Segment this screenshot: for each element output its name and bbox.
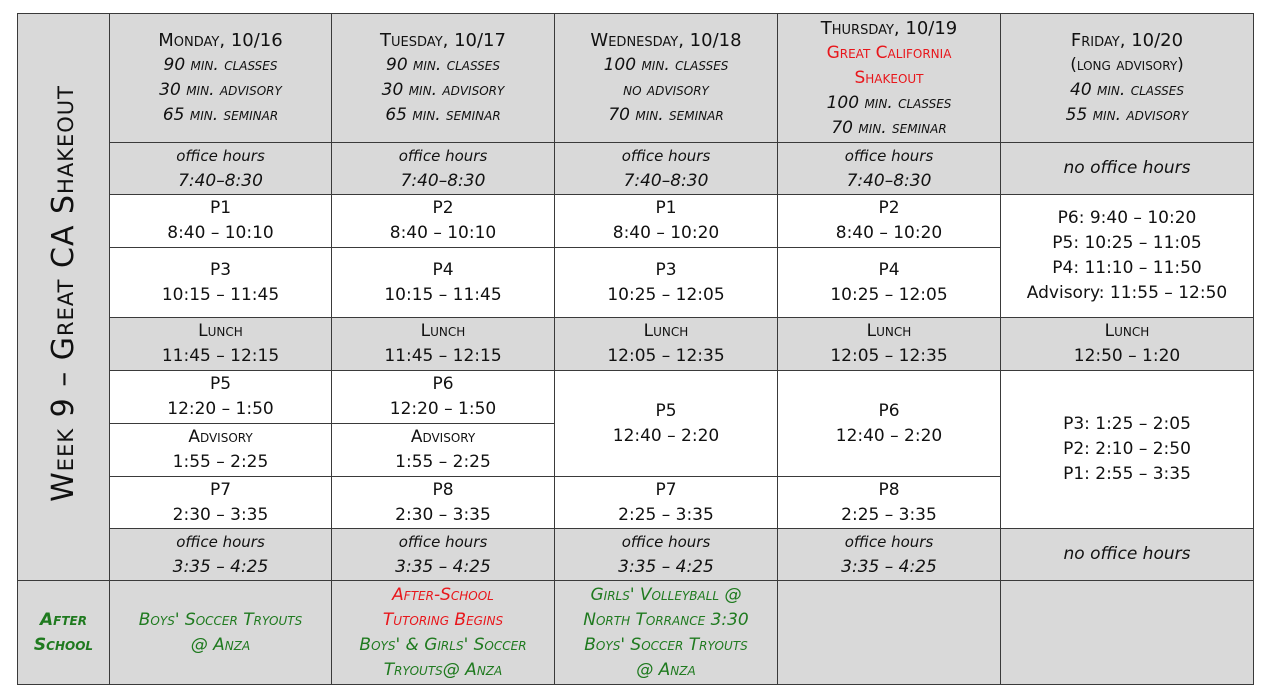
friday-period: P2: 2:10 – 2:50 bbox=[1063, 439, 1191, 459]
advisory-cell bbox=[110, 424, 332, 477]
thursday-after-school bbox=[778, 581, 1001, 685]
event-line: After-School bbox=[392, 584, 494, 605]
advisory-time: 1:55 – 2:25 bbox=[395, 452, 491, 472]
office-hours-time: 7:40–8:30 bbox=[623, 170, 709, 191]
period-label: P6 bbox=[432, 374, 454, 394]
lunch-label: Lunch bbox=[866, 321, 912, 341]
wednesday-after-school bbox=[555, 581, 778, 685]
period-label: P2 bbox=[432, 198, 454, 218]
after-school-label-line: After bbox=[40, 609, 87, 630]
block1-row bbox=[18, 195, 1254, 248]
office-hours-label: office hours bbox=[398, 146, 488, 165]
office-hours-label: office hours bbox=[621, 532, 711, 551]
friday-header bbox=[1001, 14, 1254, 143]
event-line: Girls' Volleyball @ bbox=[590, 584, 742, 605]
lunch-cell bbox=[1001, 318, 1254, 371]
after-school-row bbox=[18, 581, 1254, 685]
monday-after-school bbox=[110, 581, 332, 685]
period-cell bbox=[332, 371, 555, 424]
period-cell bbox=[332, 477, 555, 529]
tuesday-after-school bbox=[332, 581, 555, 685]
lunch-row bbox=[18, 318, 1254, 371]
office-hours-time: 3:35 – 4:25 bbox=[172, 556, 269, 577]
day-note: 40 min. classes bbox=[1070, 80, 1184, 100]
period-time: 12:40 – 2:20 bbox=[612, 425, 720, 446]
period-label: P4 bbox=[432, 259, 454, 280]
period-label: P7 bbox=[209, 479, 232, 500]
event-note: Great California bbox=[826, 42, 952, 63]
wednesday-header bbox=[555, 14, 778, 143]
day-note: 65 min. seminar bbox=[162, 105, 279, 125]
period-cell bbox=[110, 371, 332, 424]
friday-period: P5: 10:25 – 11:05 bbox=[1052, 233, 1202, 253]
day-note: 30 min. advisory bbox=[381, 80, 505, 100]
period-time: 12:40 – 2:20 bbox=[835, 425, 943, 446]
period-time: 8:40 – 10:10 bbox=[389, 223, 497, 243]
after-school-label bbox=[18, 581, 110, 685]
lunch-time: 12:05 – 12:35 bbox=[830, 346, 948, 366]
office-hours-time: 7:40–8:30 bbox=[846, 170, 932, 191]
friday-period: P4: 11:10 – 11:50 bbox=[1052, 258, 1202, 278]
period-time: 8:40 – 10:10 bbox=[167, 223, 274, 243]
friday-period: P6: 9:40 – 10:20 bbox=[1057, 208, 1197, 228]
office-hours-time: 3:35 – 4:25 bbox=[841, 556, 937, 577]
period-label: P3 bbox=[209, 259, 232, 280]
period-time: 12:20 – 1:50 bbox=[389, 399, 497, 419]
advisory-label: Advisory bbox=[188, 427, 253, 447]
period-label: P3 bbox=[655, 259, 677, 280]
friday-period: Advisory: 11:55 – 12:50 bbox=[1026, 283, 1228, 303]
lunch-cell bbox=[332, 318, 555, 371]
period-cell bbox=[332, 248, 555, 318]
office-hours-time: 7:40–8:30 bbox=[400, 170, 486, 191]
period-time: 2:30 – 3:35 bbox=[395, 504, 491, 525]
advisory-label: Advisory bbox=[410, 427, 476, 447]
lunch-time: 12:05 – 12:35 bbox=[607, 346, 725, 366]
lunch-cell bbox=[778, 318, 1001, 371]
day-name: Thursday, 10/19 bbox=[820, 17, 958, 39]
after-school-label-line: School bbox=[33, 634, 94, 655]
week-label: Week 9 – Great CA Shakeout bbox=[45, 84, 81, 502]
period-cell bbox=[555, 248, 778, 318]
day-name: Wednesday, 10/18 bbox=[590, 30, 742, 51]
office-hours-cell bbox=[332, 529, 555, 581]
lunch-label: Lunch bbox=[1104, 321, 1150, 341]
lunch-time: 11:45 – 12:15 bbox=[384, 346, 502, 366]
period-cell bbox=[332, 195, 555, 248]
event-line: Boys' Soccer Tryouts bbox=[584, 634, 748, 655]
period-label: P5 bbox=[655, 400, 677, 421]
tuesday-header bbox=[332, 14, 555, 143]
day-note: 70 min. seminar bbox=[608, 105, 724, 125]
period-cell bbox=[555, 371, 778, 477]
friday-period: P1: 2:55 – 3:35 bbox=[1063, 464, 1191, 484]
day-note: 100 min. classes bbox=[826, 92, 952, 113]
day-subtitle: (long advisory) bbox=[1070, 55, 1184, 75]
office-hours-label: office hours bbox=[176, 146, 265, 165]
period-cell bbox=[110, 477, 332, 529]
office-hours-cell bbox=[778, 529, 1001, 581]
office-hours-label: office hours bbox=[398, 532, 488, 551]
week-label-cell bbox=[18, 14, 110, 581]
friday-period: P3: 1:25 – 2:05 bbox=[1063, 414, 1191, 434]
office-hours-cell bbox=[110, 529, 332, 581]
office-hours-time: 3:35 – 4:25 bbox=[618, 556, 714, 577]
afternoon-office-hours-row bbox=[18, 529, 1254, 581]
period-cell bbox=[778, 371, 1001, 477]
period-cell bbox=[110, 248, 332, 318]
day-name: Tuesday, 10/17 bbox=[380, 30, 506, 51]
event-line: North Torrance 3:30 bbox=[583, 609, 749, 630]
period-cell bbox=[778, 248, 1001, 318]
office-hours-label: office hours bbox=[844, 532, 934, 551]
advisory-time: 1:55 – 2:25 bbox=[172, 452, 269, 472]
friday-morning-cell bbox=[1001, 195, 1254, 318]
lunch-cell bbox=[110, 318, 332, 371]
day-note: 90 min. classes bbox=[386, 55, 500, 75]
office-hours-label: office hours bbox=[621, 146, 711, 165]
weekly-schedule-table bbox=[17, 13, 1254, 685]
day-note: 90 min. classes bbox=[163, 55, 278, 75]
no-office-hours-cell: no office hours bbox=[1001, 529, 1254, 581]
advisory-cell bbox=[332, 424, 555, 477]
office-hours-cell bbox=[110, 143, 332, 195]
lunch-label: Lunch bbox=[198, 321, 243, 341]
period-cell bbox=[110, 195, 332, 248]
lunch-cell bbox=[555, 318, 778, 371]
day-note: 30 min. advisory bbox=[159, 80, 282, 100]
monday-header bbox=[110, 14, 332, 143]
office-hours-cell bbox=[555, 143, 778, 195]
event-line: @ Anza bbox=[636, 659, 696, 680]
period-time: 10:15 – 11:45 bbox=[161, 284, 280, 305]
period-time: 8:40 – 10:20 bbox=[835, 223, 943, 243]
period-label: P4 bbox=[878, 259, 900, 280]
lunch-time: 11:45 – 12:15 bbox=[161, 346, 280, 366]
office-hours-time: 7:40–8:30 bbox=[178, 170, 263, 191]
office-hours-cell bbox=[332, 143, 555, 195]
no-office-hours-cell: no office hours bbox=[1001, 143, 1254, 195]
period-label: P5 bbox=[209, 374, 232, 394]
day-name: Friday, 10/20 bbox=[1070, 30, 1184, 51]
office-hours-label: office hours bbox=[176, 532, 265, 551]
period-label: P8 bbox=[432, 479, 454, 500]
lunch-label: Lunch bbox=[643, 321, 689, 341]
header-row bbox=[18, 14, 1254, 143]
period-label: P1 bbox=[655, 198, 677, 218]
friday-afternoon-cell bbox=[1001, 371, 1254, 529]
lunch-label: Lunch bbox=[420, 321, 466, 341]
morning-office-hours-row bbox=[18, 143, 1254, 195]
period-label: P1 bbox=[209, 198, 232, 218]
period-time: 2:25 – 3:35 bbox=[618, 504, 714, 525]
period-time: 10:15 – 11:45 bbox=[384, 284, 502, 305]
afternoon-row-a bbox=[18, 371, 1254, 424]
day-note: 100 min. classes bbox=[603, 55, 729, 75]
period-time: 12:20 – 1:50 bbox=[167, 399, 274, 419]
day-name: Monday, 10/16 bbox=[158, 30, 283, 51]
event-line: @ Anza bbox=[190, 634, 251, 655]
lunch-time: 12:50 – 1:20 bbox=[1073, 346, 1181, 366]
period-time: 10:25 – 12:05 bbox=[830, 284, 948, 305]
period-time: 10:25 – 12:05 bbox=[607, 284, 725, 305]
event-line: Boys' Soccer Tryouts bbox=[138, 609, 303, 630]
event-note: Shakeout bbox=[854, 67, 924, 88]
day-note: 55 min. advisory bbox=[1065, 105, 1189, 125]
period-time: 2:25 – 3:35 bbox=[841, 504, 937, 525]
office-hours-cell bbox=[778, 143, 1001, 195]
schedule-wrapper bbox=[17, 13, 1254, 685]
thursday-header bbox=[778, 14, 1001, 143]
day-note: no advisory bbox=[623, 80, 709, 100]
office-hours-time: 3:35 – 4:25 bbox=[395, 556, 491, 577]
event-line: Tutoring Begins bbox=[382, 609, 504, 630]
day-note: 70 min. seminar bbox=[831, 117, 947, 138]
period-time: 8:40 – 10:20 bbox=[612, 223, 720, 243]
office-hours-label: office hours bbox=[844, 146, 934, 165]
period-time: 2:30 – 3:35 bbox=[172, 504, 269, 525]
friday-after-school bbox=[1001, 581, 1254, 685]
event-line: Boys' & Girls' Soccer bbox=[359, 634, 527, 655]
period-label: P8 bbox=[878, 479, 900, 500]
period-cell bbox=[555, 195, 778, 248]
period-label: P7 bbox=[655, 479, 677, 500]
period-cell bbox=[778, 477, 1001, 529]
period-label: P6 bbox=[878, 400, 900, 421]
period-cell bbox=[778, 195, 1001, 248]
period-cell bbox=[555, 477, 778, 529]
period-label: P2 bbox=[878, 198, 900, 218]
event-line: Tryouts@ Anza bbox=[383, 659, 503, 680]
office-hours-cell bbox=[555, 529, 778, 581]
day-note: 65 min. seminar bbox=[385, 105, 501, 125]
